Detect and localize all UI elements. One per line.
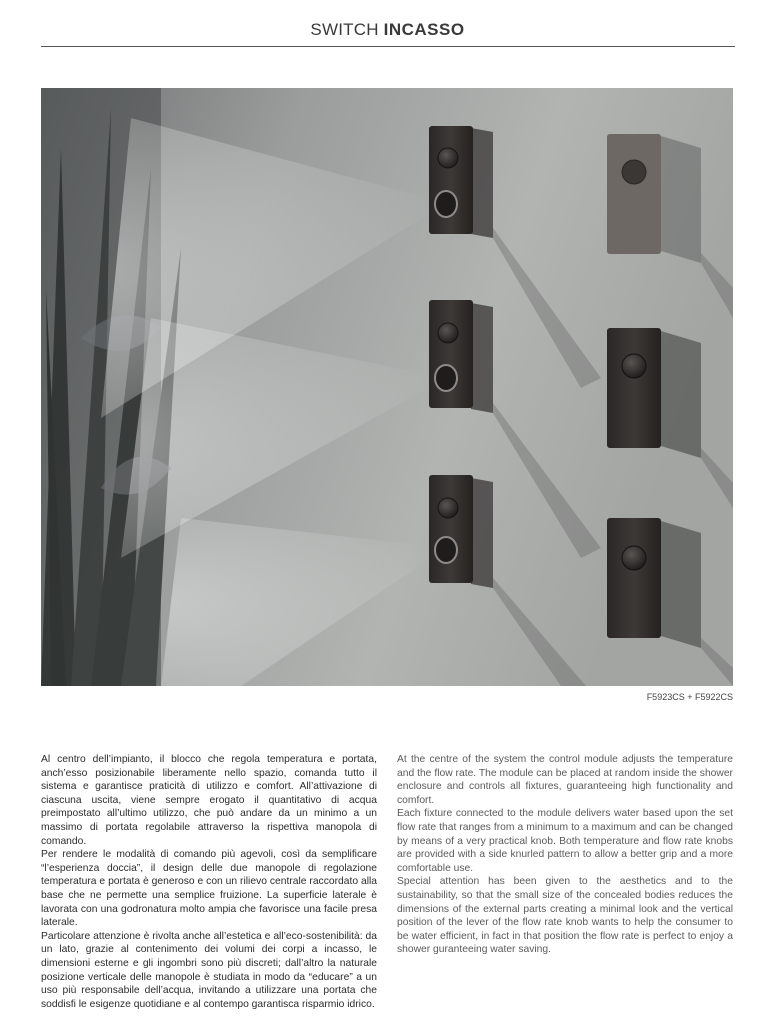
page-title-light: SWITCH xyxy=(310,20,379,39)
header-divider xyxy=(41,46,735,47)
page-title xyxy=(0,20,775,40)
product-photo-illustration xyxy=(41,88,733,686)
italian-paragraph-3: Particolare attenzione è rivolta anche all’estetica e all’eco-sostenibilità: da un lato, grazie al contenimento dei volumi dei corpi a incasso, le dimensioni esterne e gli ingombri sono più discreti; dall’altro la naturale posizione verticale delle manopole è studiata in modo da “educare” a un uso più responsabile dell’acqua, invitando a utilizzare una portata che soddisfi le esigenze quotidiane e al contempo garantisca risparmio idrico. xyxy=(41,930,377,1010)
jet-module-top xyxy=(429,126,493,238)
jet-module-bottom xyxy=(429,475,493,588)
italian-paragraph-1: Al centro dell’impianto, il blocco che regola temperatura e portata, anch’esso posizionabile liberamente nello spazio, comanda tutto il sistema e garantisce praticità di utilizzo e comfort. All’attivazione di ciascuna uscita, viene sempre erogato il quantitativo di acqua preimpostato all’ultimo utilizzo, che può andare da un minimo a un massimo di portata regolabile attraverso la rispettiva manopola di comando. xyxy=(41,754,377,847)
english-paragraph-1: At the centre of the system the control module adjusts the temperature and the flow rate. The module can be placed at random inside the shower enclosure and controls all fixtures, guaranteeing high functionality and comfort. xyxy=(397,754,733,806)
knob-module-top xyxy=(607,134,701,263)
english-paragraph-2: Each fixture connected to the module delivers water based upon the set flow rate that ranges from a minimum to a maximum and can be changed by means of a very practical knob. Both temperature and flow rate knobs are provided with a side knurled pattern to allow a better grip and a more comfortable use. xyxy=(397,808,733,874)
product-photo xyxy=(41,88,733,686)
knob-module-bottom xyxy=(607,518,701,648)
photo-caption: F5923CS + F5922CS xyxy=(646,692,733,702)
page-title-bold: INCASSO xyxy=(383,20,465,39)
english-text-column xyxy=(397,753,733,957)
italian-paragraph-2: Per rendere le modalità di comando più agevoli, così da semplificare “l’esperienza doccia”, il design delle due manopole di regolazione temperatura e portata è generoso e con un rilievo centrale raccordato alla base che ne permette una semplice fruizione. La superficie laterale è lavorata con una godronatura molto ampia che favorisce una facile presa laterale. xyxy=(41,849,377,929)
jet-module-middle xyxy=(429,300,493,413)
knob-module-middle xyxy=(607,328,701,458)
italian-text-column xyxy=(41,753,377,1011)
english-paragraph-3: Special attention has been given to the aesthetics and to the sustainability, so that the small size of the concealed bodies reduces the dimensions of the external parts creating a minimal look and the vertical position of the lever of the flow rate knob wants to help the consumer to be water efficient, in fact in that position the flow rate is perfect to enjoy a shower guranteeing water saving. xyxy=(397,876,733,956)
